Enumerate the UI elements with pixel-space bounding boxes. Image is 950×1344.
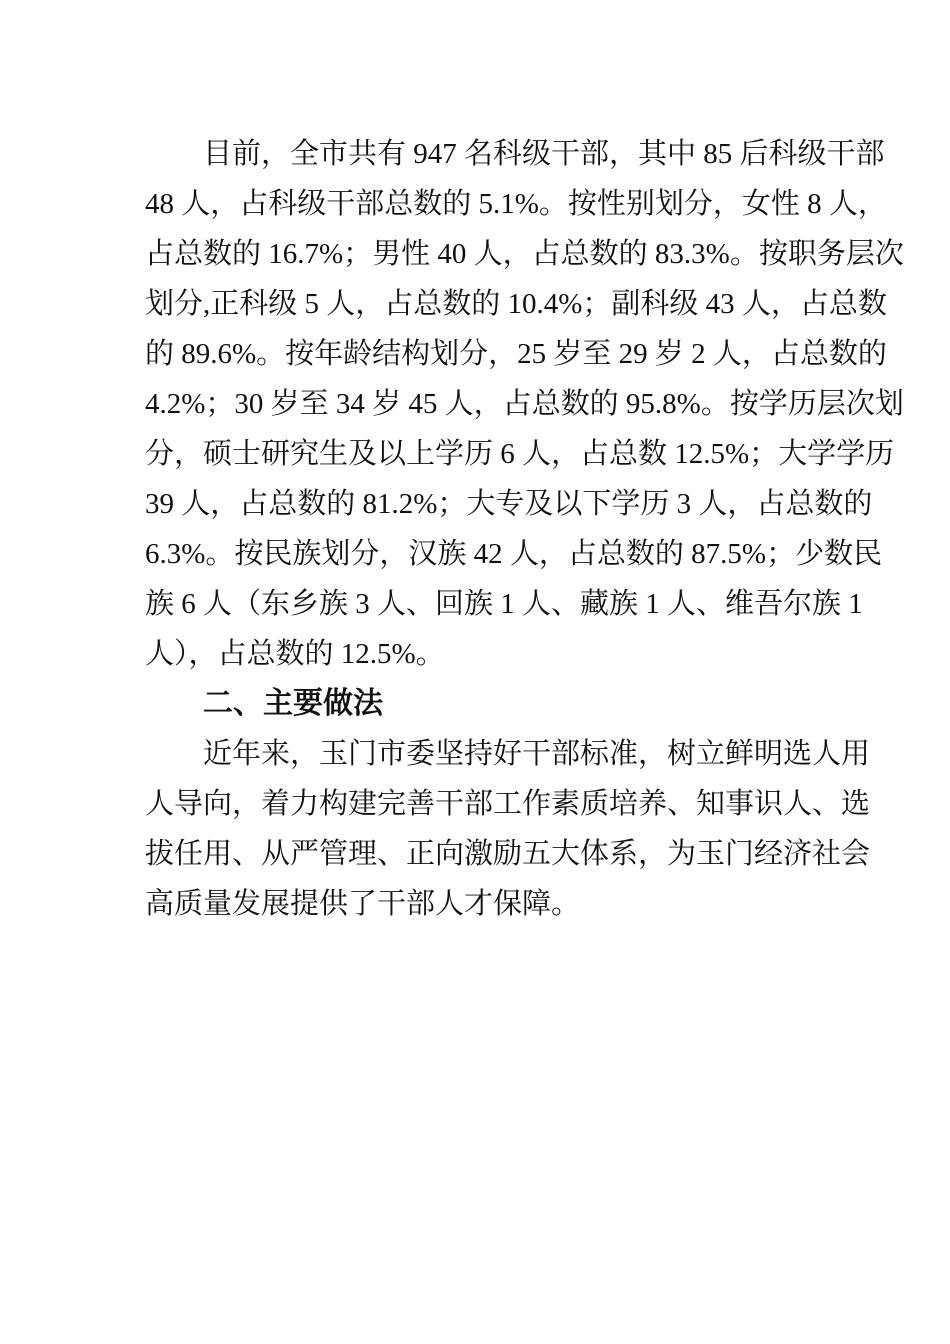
paragraph-main-practices: [145, 729, 871, 929]
body-line: 6.3%。按民族划分，汉族 42 人，占总数的 87.5%；少数民: [145, 538, 883, 570]
body-line: 高质量发展提供了干部人才保障。: [145, 888, 581, 920]
body-line: 的 89.6%。按年龄结构划分，25 岁至 29 岁 2 人，占总数的: [145, 338, 887, 370]
body-line: 人导向，着力构建完善干部工作素质培养、知事识人、选: [145, 788, 871, 820]
body-line: 占总数的 16.7%；男性 40 人，占总数的 83.3%。按职务层次: [145, 238, 904, 270]
body-line: 人），占总数的 12.5%。: [145, 638, 445, 670]
body-line: 拔任用、从严管理、正向激励五大体系，为玉门经济社会: [145, 838, 871, 870]
body-line: 48 人，占科级干部总数的 5.1%。按性别划分，女性 8 人，: [145, 188, 887, 220]
body-line: 39 人，占总数的 81.2%；大专及以下学历 3 人，占总数的: [145, 488, 873, 520]
body-line: 分，硕士研究生及以上学历 6 人，占总数 12.5%；大学学历: [145, 438, 895, 470]
body-line: 划分,正科级 5 人，占总数的 10.4%；副科级 43 人，占总数: [145, 288, 887, 320]
body-line: 目前，全市共有 947 名科级干部，其中 85 后科级干部: [203, 138, 885, 170]
section-heading: 二、主要做法: [203, 687, 383, 720]
body-line: 族 6 人（东乡族 3 人、回族 1 人、藏族 1 人、维吾尔族 1: [145, 588, 863, 620]
paragraph-statistics: [145, 129, 904, 679]
body-line: 近年来，玉门市委坚持好干部标准，树立鲜明选人用: [203, 738, 871, 770]
body-line: 4.2%；30 岁至 34 岁 45 人，占总数的 95.8%。按学历层次划: [145, 388, 904, 420]
